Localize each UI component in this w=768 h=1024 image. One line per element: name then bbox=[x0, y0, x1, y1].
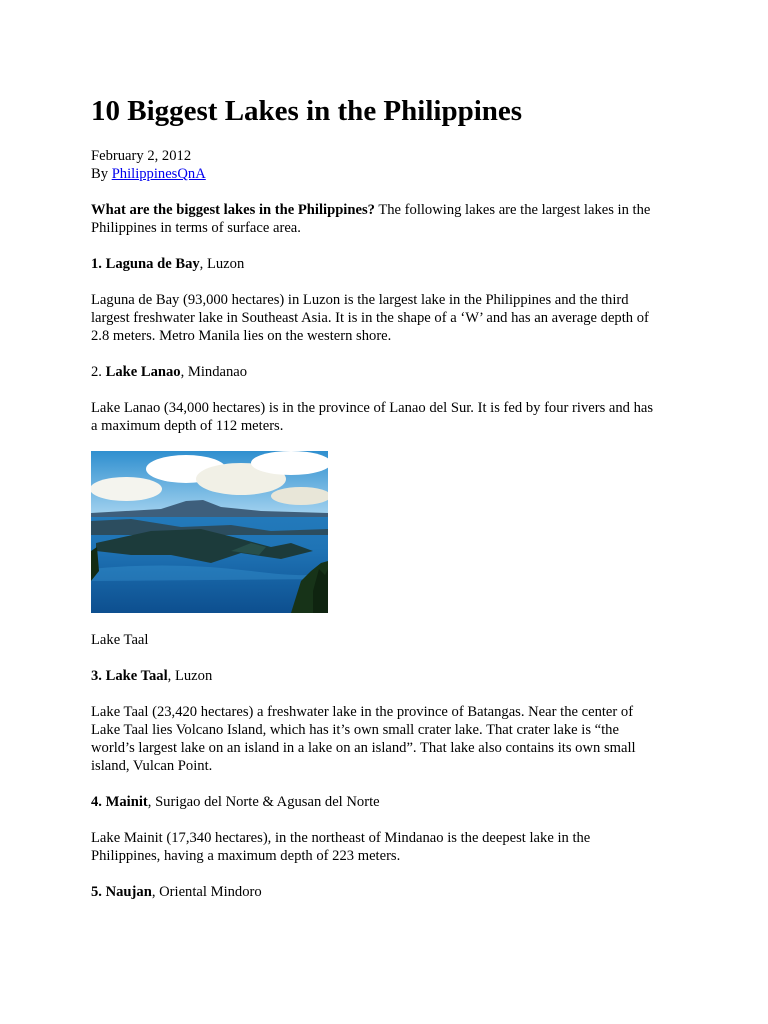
byline-prefix: By bbox=[91, 166, 112, 182]
author-link[interactable]: PhilippinesQnA bbox=[111, 166, 206, 182]
lake-2-number: 2. bbox=[91, 364, 106, 380]
lake-1-desc-line: 2.8 meters. Metro Manila lies on the western shore. bbox=[91, 328, 392, 344]
intro-line-2: Philippines in terms of surface area. bbox=[91, 220, 301, 236]
article-title: 10 Biggest Lakes in the Philippines bbox=[91, 95, 523, 127]
intro-text: The following lakes are the largest lakes in the bbox=[374, 202, 651, 218]
lake-4-location: , Surigao del Norte & Agusan del Norte bbox=[147, 794, 380, 810]
lake-3-desc-line: island, Vulcan Point. bbox=[91, 758, 213, 774]
lake-4-name: 4. Mainit bbox=[91, 794, 148, 810]
lake-2-desc-line: a maximum depth of 112 meters. bbox=[91, 418, 284, 434]
lake-3-heading bbox=[91, 667, 691, 685]
lake-3-desc-line: world’s largest lake on an island in a lake on an island”. That lake also contains its own small bbox=[91, 740, 636, 756]
lake-5-location: , Oriental Mindoro bbox=[151, 884, 262, 900]
lake-1-name: 1. Laguna de Bay bbox=[91, 256, 200, 272]
image-caption: Lake Taal bbox=[91, 632, 149, 648]
lake-1-desc-line: largest freshwater lake in Southeast Asia. It is in the shape of a ‘W’ and has an average depth of bbox=[91, 310, 649, 326]
byline bbox=[91, 165, 691, 183]
lake-2-location: , Mindanao bbox=[180, 364, 248, 380]
lake-3-name: 3. Lake Taal bbox=[91, 668, 168, 684]
lake-1-location: , Luzon bbox=[199, 256, 245, 272]
lake-3-desc-line: Lake Taal (23,420 hectares) a freshwater lake in the province of Batangas. Near the center of bbox=[91, 704, 634, 720]
lake-3-location: , Luzon bbox=[167, 668, 213, 684]
lake-1-heading bbox=[91, 255, 691, 273]
lake-3-desc-line: Lake Taal lies Volcano Island, which has it’s own small crater lake. That crater lake is “the bbox=[91, 722, 619, 738]
lake-4-desc-line: Philippines, having a maximum depth of 223 meters. bbox=[91, 848, 401, 864]
intro-question: What are the biggest lakes in the Philippines? bbox=[91, 202, 375, 218]
lake-1-desc-line: Laguna de Bay (93,000 hectares) in Luzon is the largest lake in the Philippines and the third bbox=[91, 292, 629, 308]
lake-2-desc-line: Lake Lanao (34,000 hectares) is in the province of Lanao del Sur. It is fed by four rivers and has bbox=[91, 400, 654, 416]
lake-5-heading bbox=[91, 883, 691, 901]
article-date: February 2, 2012 bbox=[91, 148, 192, 164]
lake-4-desc-line: Lake Mainit (17,340 hectares), in the northeast of Mindanao is the deepest lake in the bbox=[91, 830, 591, 846]
lake-2-name: Lake Lanao bbox=[105, 364, 181, 380]
lake-5-name: 5. Naujan bbox=[91, 884, 152, 900]
lake-2-heading bbox=[91, 363, 691, 381]
lake-4-heading bbox=[91, 793, 691, 811]
lake-taal-photo bbox=[91, 451, 328, 613]
intro-line-1 bbox=[91, 201, 691, 219]
